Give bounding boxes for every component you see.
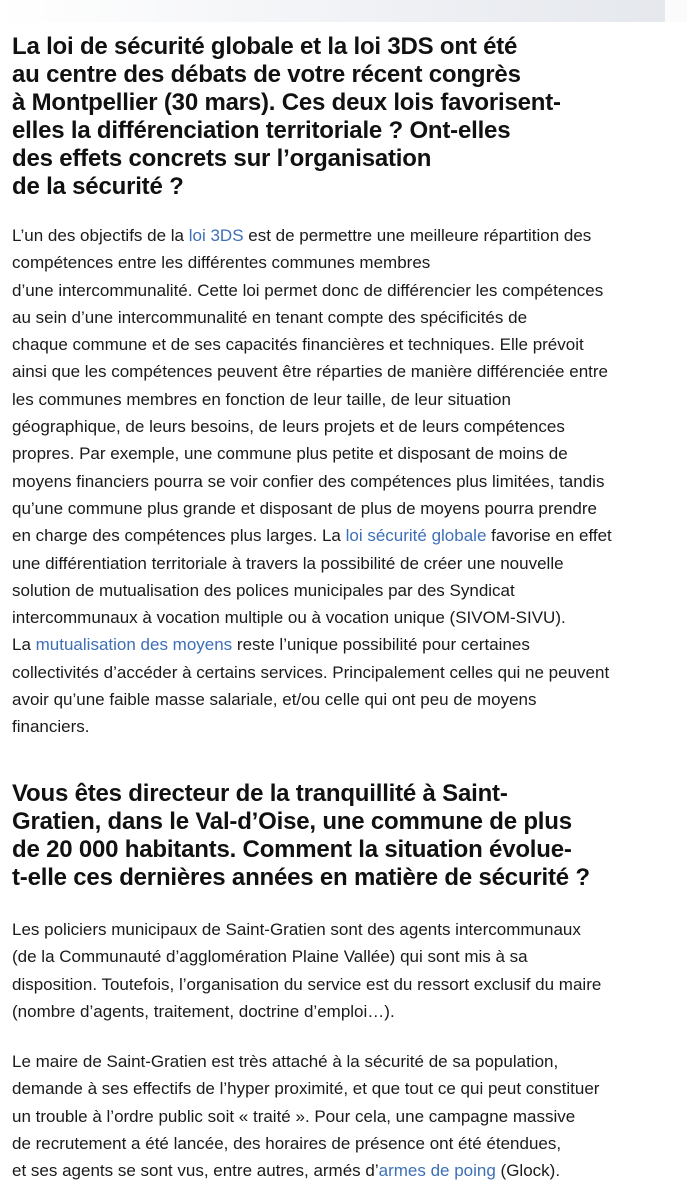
top-edge-strip [0,0,687,22]
text-line: financiers. [12,717,90,737]
text-line: Le maire de Saint-Gratien est très attaché à la sécurité de sa population, [12,1052,559,1071]
text-line: collectivités d’accéder à certains services. Principalement celles qui ne peuvent [12,662,610,682]
text-line: demande à ses effectifs de l’hyper proximité, et que tout ce qui peut constituer [12,1079,600,1099]
link-mutualisation-des-moyens[interactable]: mutualisation des moyens [35,635,233,655]
text-line: géographique, de leurs besoins, de leurs projets et de leurs compétences [12,417,565,437]
text-line: qu’une commune plus grande et disposant de plus de moyens pourra prendre [12,498,597,518]
text-line: compétences entre les différentes communes membres [12,253,431,273]
text-line: d’une intercommunalité. Cette loi permet donc de différencier les compétences [12,280,604,300]
text-line: un trouble à l’ordre public soit « traité ». Pour cela, une campagne massive [12,1106,576,1126]
question-heading-2 [12,780,680,892]
text-span: est de permettre une meilleure répartition des [243,226,592,245]
text-line: disposition. Toutefois, l’organisation du service est du ressort exclusif du maire [12,974,602,994]
text-span: (Glock). [495,1161,561,1181]
text-span: L’un des objectifs de la [12,226,189,245]
text-line [12,522,680,549]
heading-line: t-elle ces dernières années en matière de sécurité ? [12,864,590,891]
text-line: Les policiers municipaux de Saint-Gratien sont des agents intercommunaux [12,920,581,939]
text-line: intercommunaux à vocation multiple ou à vocation unique (SIVOM-SIVU). [12,608,566,628]
text-line [12,1157,680,1184]
link-loi-securite-globale[interactable]: loi sécurité globale [345,526,487,546]
text-line: une différentiation territoriale à travers la possibilité de créer une nouvelle [12,553,564,573]
text-span: reste l’unique possibilité pour certaines [232,635,530,655]
text-span: et ses agents se sont vus, entre autres, armés d’ [12,1161,379,1181]
text-span: La [12,635,36,655]
answer-paragraph-3 [12,1048,680,1184]
link-loi-3ds[interactable]: loi 3DS [188,226,244,245]
text-line [12,222,680,249]
text-span: en charge des compétences plus larges. La [12,526,346,546]
heading-line: elles la différenciation territoriale ? Ont-elles [12,117,511,144]
heading-line: La loi de sécurité globale et la loi 3DS ont été [12,33,518,60]
heading-line: au centre des débats de votre récent congrès [12,61,521,88]
text-line: moyens financiers pourra se voir confier des compétences plus limitées, tandis [12,471,605,491]
text-line: (de la Communauté d’agglomération Plaine Vallée) qui sont mis à sa [12,947,528,967]
heading-line: des effets concrets sur l’organisation [12,145,432,172]
text-line: au sein d’une intercommunalité en tenant compte des spécificités de [12,307,528,327]
heading-line: Vous êtes directeur de la tranquillité à Saint- [12,780,508,807]
top-edge-corner [665,0,687,22]
text-line: propres. Par exemple, une commune plus petite et disposant de moins de [12,444,568,464]
text-line [12,631,680,658]
answer-paragraph-2 [12,916,680,1025]
text-line: les communes membres en fonction de leur taille, de leur situation [12,389,511,409]
question-heading-1 [12,33,680,201]
text-line: solution de mutualisation des polices municipales par des Syndicat [12,580,515,600]
link-armes-de-poing[interactable]: armes de poing [378,1161,496,1181]
heading-line: de la sécurité ? [12,173,184,200]
text-line: de recrutement a été lancée, des horaires de présence ont été étendues, [12,1133,562,1153]
text-line: avoir qu’une faible masse salariale, et/ou celle qui ont peu de moyens [12,690,537,710]
answer-paragraph-1 [12,222,680,741]
text-line: ainsi que les compétences peuvent être réparties de manière différenciée entre [12,362,608,382]
text-span: favorise en effet [486,526,612,546]
text-line: (nombre d’agents, traitement, doctrine d’emploi…). [12,1001,395,1021]
heading-line: à Montpellier (30 mars). Ces deux lois favorisent- [12,89,561,116]
heading-line: Gratien, dans le Val-d’Oise, une commune de plus [12,808,572,835]
heading-line: de 20 000 habitants. Comment la situation évolue- [12,836,572,863]
text-line: chaque commune et de ses capacités financières et techniques. Elle prévoit [12,335,584,355]
